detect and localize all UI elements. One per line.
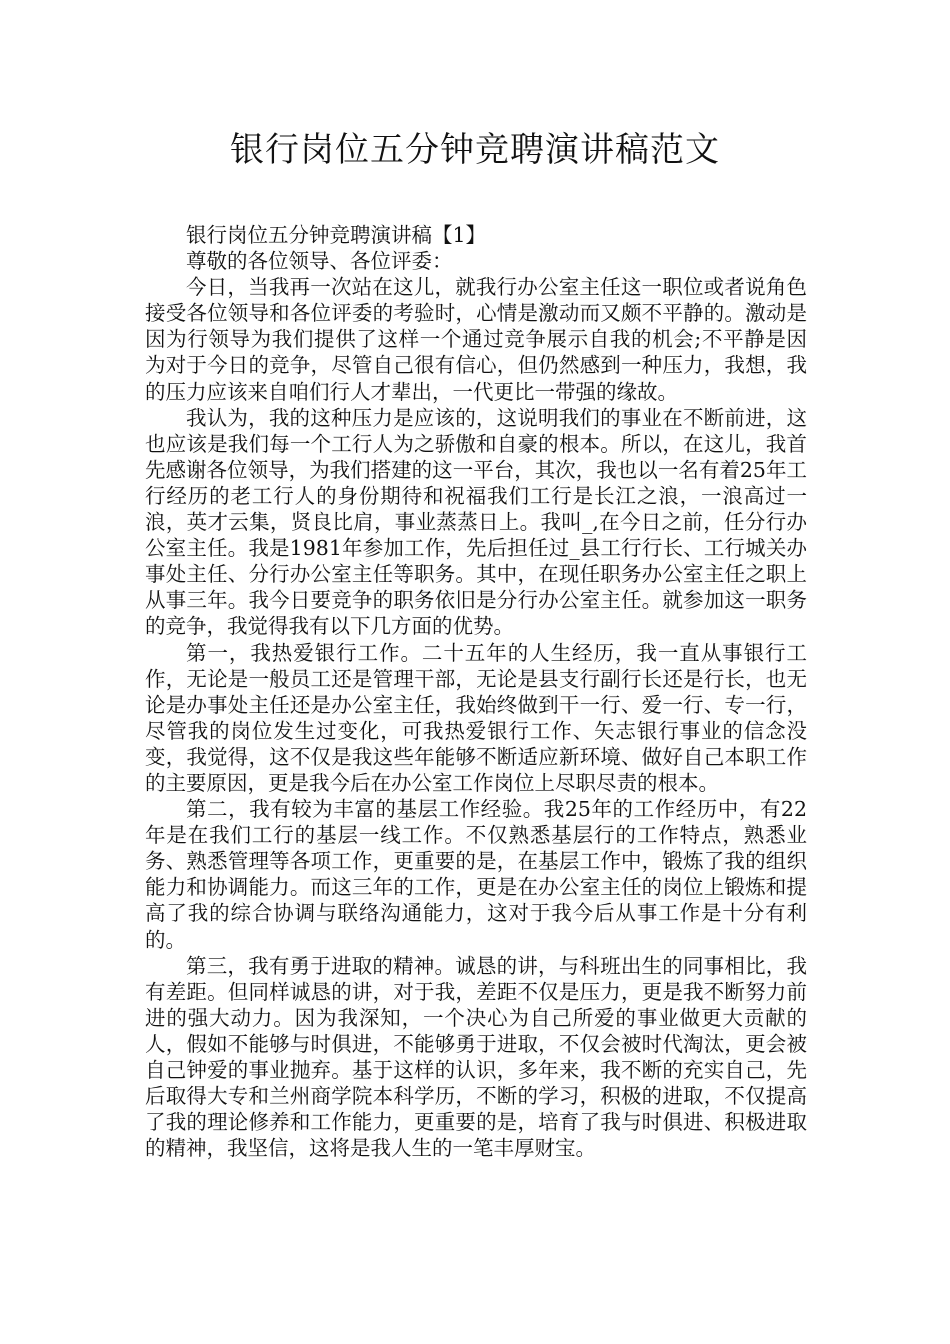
salutation: 尊敬的各位领导、各位评委： [186, 249, 453, 274]
paragraph-background: 我认为，我的这种压力是应该的，这说明我们的事业在不断前进，这也应该是我们每一个工行人为之骄傲和自豪的根本。所以，在这儿，我首先感谢各位领导，为我们搭建的这一平台，其次，我也以一名有着25年工行经历的老工行人的身份期待和祝福我们工行是长江之浪，一浪高过一浪，英才云集，贤良比肩，事业蒸蒸日上。我叫_,在今日之前，任分行办公室主任。我是1981年参加工作，先后担任过_县工行行长、工行城关办事处主任、分行办公室主任等职务。其中，在现任职务办公室主任之职上从事三年。我今日要竞争的职务依旧是分行办公室主任。就参加这一职务的竞争，我觉得我有以下几方面的优势。 [145, 405, 807, 639]
document-body [145, 222, 807, 1161]
paragraph-point-two: 第二，我有较为丰富的基层工作经验。我25年的工作经历中，有22年是在我们工行的基层一线工作。不仅熟悉基层行的工作特点，熟悉业务、熟悉管理等各项工作，更重要的是，在基层工作中，锻炼了我的组织能力和协调能力。而这三年的工作，更是在办公室主任的岗位上锻炼和提高了我的综合协调与联络沟通能力，这对于我今后从事工作是十分有利的。 [145, 797, 807, 952]
document-title: 银行岗位五分钟竞聘演讲稿范文 [230, 130, 720, 170]
paragraph-point-three: 第三，我有勇于进取的精神。诚恳的讲，与科班出生的同事相比，我有差距。但同样诚恳的讲，对于我，差距不仅是压力，更是我不断努力前进的强大动力。因为我深知，一个决心为自己所爱的事业做更大贡献的人，假如不能够与时俱进，不能够勇于进取，不仅会被时代淘汰，更会被自己钟爱的事业抛弃。基于这样的认识，多年来，我不断的充实自己，先后取得大专和兰州商学院本科学历，不断的学习，积极的进取，不仅提高了我的理论修养和工作能力，更重要的是，培育了我与时俱进、积极进取的精神，我坚信，这将是我人生的一笔丰厚财宝。 [145, 953, 807, 1161]
paragraph-point-one: 第一，我热爱银行工作。二十五年的人生经历，我一直从事银行工作，无论是一般员工还是管理干部，无论是县支行副行长还是行长，也无论是办事处主任还是办公室主任，我始终做到干一行、爱一行、专一行，尽管我的岗位发生过变化，可我热爱银行工作、矢志银行事业的信念没变，我觉得，这不仅是我这些年能够不断适应新环境、做好自己本职工作的主要原因，更是我今后在办公室工作岗位上尽职尽责的根本。 [145, 640, 807, 795]
paragraph-intro: 今日，当我再一次站在这儿，就我行办公室主任这一职位或者说角色接受各位领导和各位评委的考验时，心情是激动而又颇不平静的。激动是因为行领导为我们提供了这样一个通过竞争展示自我的机会;不平静是因为对于今日的竞争，尽管自己很有信心，但仍然感到一种压力，我想，我的压力应该来自咱们行人才辈出，一代更比一带强的缘故。 [145, 275, 807, 404]
section-heading: 银行岗位五分钟竞聘演讲稿【1】 [186, 223, 487, 247]
